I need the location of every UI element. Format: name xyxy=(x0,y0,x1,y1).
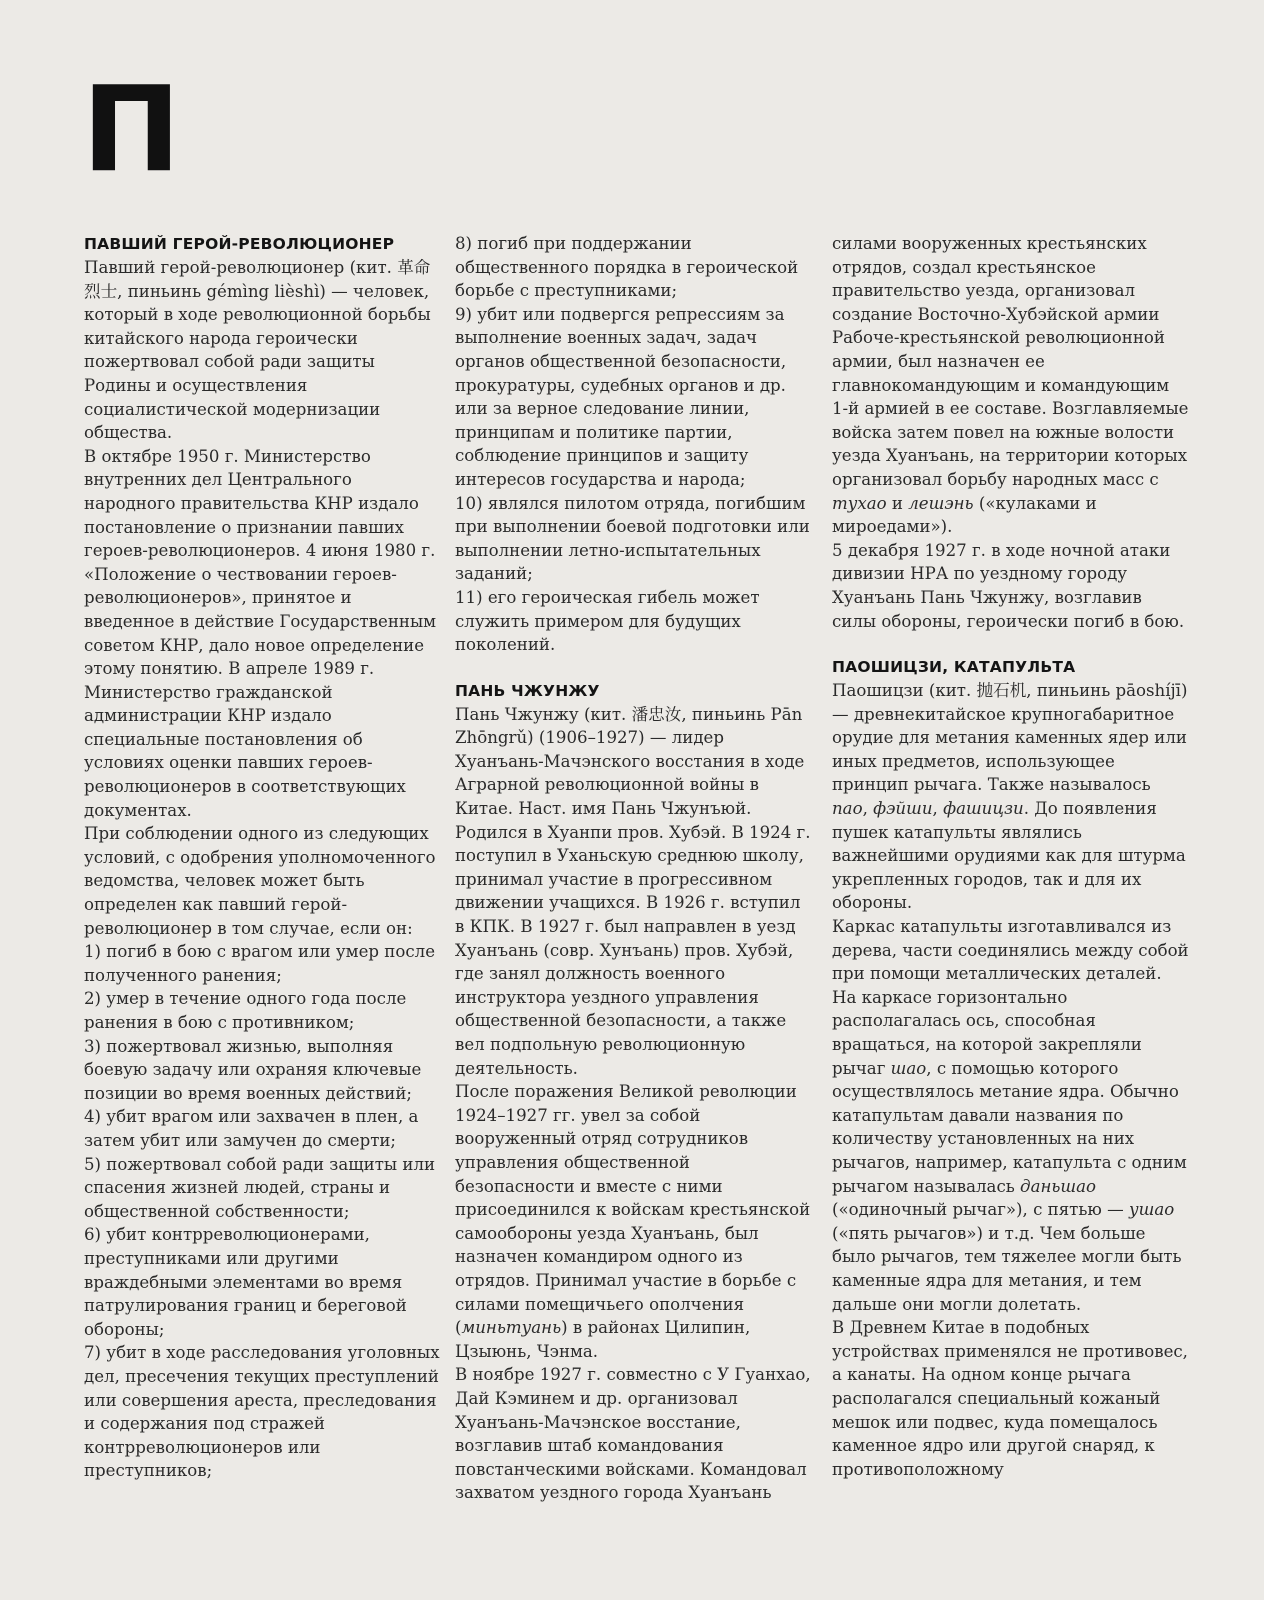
paragraph: Павший герой-революционер (кит. 革命烈士, пиньинь gémìng lièshì) — человек, который в ходе революционной борьбы китайского народа героически пожертвовал собой ради защиты Родины и осуществления социалистической модернизации общества. xyxy=(84,258,431,443)
list-item: 1) погиб в бою с врагом или умер после полученного ранения; xyxy=(84,942,436,985)
paragraph: Паошицзи (кит. 抛石机, пиньинь pāoshíjī) — древнекитайское крупногабаритное орудие для метания каменных ядер или иных предметов, использующее принцип рычага. Также называлось пао, фэйши, фашицзи. До появления пушек катапульты являлись важнейшими орудиями как для штурма укрепленных городов, так и для их обороны. xyxy=(832,681,1188,913)
list-item: 3) пожертвовал жизнью, выполняя боевую задачу или охраняя ключевые позиции во время военных действий; xyxy=(84,1036,422,1103)
paragraph: В ноябре 1927 г. совместно с У Гуанхао, Дай Кэминем и др. организовал Хуанъань-Мачэнское восстание, возглавив штаб командования повстанческими войсками. Командовал захватом уездного города Хуанъань xyxy=(455,1365,811,1503)
list-item: 11) его героическая гибель может служить примером для будущих поколений. xyxy=(455,587,760,655)
paragraph: В октябре 1950 г. Министерство внутренних дел Центрального народного правительства КНР издало постановление о признании павших героев-революционеров. 4 июня 1980 г. «Положение о чествовании героев-революционеров», принятое и введенное в действие Государственным советом КНР, дало новое определение этому понятию. В апреле 1989 г. Министерство гражданской администрации КНР издало специальные постановления об условиях оценки павших героев-революционеров в соответствующих документах. xyxy=(84,446,437,820)
paragraph: После поражения Великой революции 1924–1927 гг. увел за собой вооруженный отряд сотрудников управления общественной безопасности и вместе с ними присоединился к войскам крестьянской самообороны уезда Хуанъань, был назначен командиром одного из отрядов. Принимал участие в борьбе с силами помещичьего ополчения (миньтуань) в районах Цилипин, Цзыюнь, Чэнма. xyxy=(455,1082,811,1361)
paragraph: Родился в Хуанпи пров. Хубэй. В 1924 г. поступил в Уханьскую среднюю школу, принимал участие в прогрессивном движении учащихся. В 1926 г. вступил в КПК. В 1927 г. был направлен в уезд Хуанъань (совр. Хунъань) пров. Хубэй, где занял должность военного инструктора уездного управления общественной безопасности, а также вел подпольную революционную деятельность. xyxy=(455,822,811,1078)
paragraph: В Древнем Китае в подобных устройствах применялся не противовес, а канаты. На одном конце рычага располагался специальный кожаный мешок или подвес, куда помещалось каменное ядро или другой снаряд, к противоположному xyxy=(832,1318,1188,1479)
list-item: 7) убит в ходе расследования уголовных дел, пресечения текущих преступлений или совершения ареста, преследования и содержания под стражей контрреволюционеров или преступников; xyxy=(84,1343,440,1481)
paragraph: силами вооруженных крестьянских отрядов, создал крестьянское правительство уезда, организовал создание Восточно-Хубэйской армии Рабоче-крестьянской революционной армии, был назначен ее главнокомандующим и командующим 1-й армией в ее составе. Возглавляемые войска затем повел на южные волости уезда Хуанъань, на территории которых организовал борьбу народных масс с тухао и лешэнь («кулаками и мироедами»). xyxy=(832,234,1189,537)
list-item: 10) являлся пилотом отряда, погибшим при выполнении боевой подготовки или выполнении летно-испытательных заданий; xyxy=(455,493,810,584)
paragraph: 5 декабря 1927 г. в ходе ночной атаки дивизии НРА по уездному городу Хуанъань Пань Чжунжу, возглавив силы обороны, героически погиб в бою. xyxy=(832,540,1185,631)
entry-heading: ПАНЬ ЧЖУНЖУ xyxy=(455,681,600,700)
list-item: 2) умер в течение одного года после ранения в бою с противником; xyxy=(84,989,407,1032)
paragraph: Пань Чжунжу (кит. 潘忠汝, пиньинь Pān Zhōngrǔ) (1906–1927) — лидер Хуанъань-Мачэнского восстания в ходе Аграрной революционной войны в Китае. Наст. имя Пань Чжунъюй. xyxy=(455,704,805,819)
list-item: 5) пожертвовал собой ради защиты или спасения жизней людей, страны и общественной собственности; xyxy=(84,1154,436,1221)
entry-heading: ПАВШИЙ ГЕРОЙ-РЕВОЛЮЦИОНЕР xyxy=(84,235,395,253)
list-item: 8) погиб при поддержании общественного порядка в героической борьбе с преступниками; xyxy=(455,234,799,301)
section-letter: П xyxy=(82,60,181,198)
entry-heading: ПАОШИЦЗИ, КАТАПУЛЬТА xyxy=(832,658,1076,677)
list-item: 4) убит врагом или захвачен в плен, а затем убит или замучен до смерти; xyxy=(84,1107,419,1150)
column-3 xyxy=(832,232,1190,1481)
column-1 xyxy=(84,232,442,1483)
paragraph: При соблюдении одного из следующих условий, с одобрения уполномоченного ведомства, человек может быть определен как павший герой-революционер в том случае, если он: xyxy=(84,824,436,938)
list-item: 6) убит контрреволюционерами, преступниками или другими враждебными элементами во время патрулирования границ и береговой обороны; xyxy=(84,1225,407,1339)
list-item: 9) убит или подвергся репрессиям за выполнение военных задач, задач органов общественной безопасности, прокуратуры, судебных органов и др. или за верное следование линии, принципам и политике партии, соблюдение принципов и защиту интересов государства и народа; xyxy=(455,304,787,489)
column-2 xyxy=(455,232,813,1505)
paragraph: Каркас катапульты изготавливался из дерева, части соединялись между собой при помощи металлических деталей. На каркасе горизонтально располагалась ось, способная вращаться, на которой закрепляли рычаг шао, с помощью которого осуществлялось метание ядра. Обычно катапультам давали названия по количеству установленных на них рычагов, например, катапульта с одним рычагом называлась даньшао («одиночный рычаг»), с пятью — ушао («пять рычагов») и т.д. Чем больше было рычагов, тем тяжелее могли быть каменные ядра для метания, и тем дальше они могли долетать. xyxy=(832,917,1189,1314)
